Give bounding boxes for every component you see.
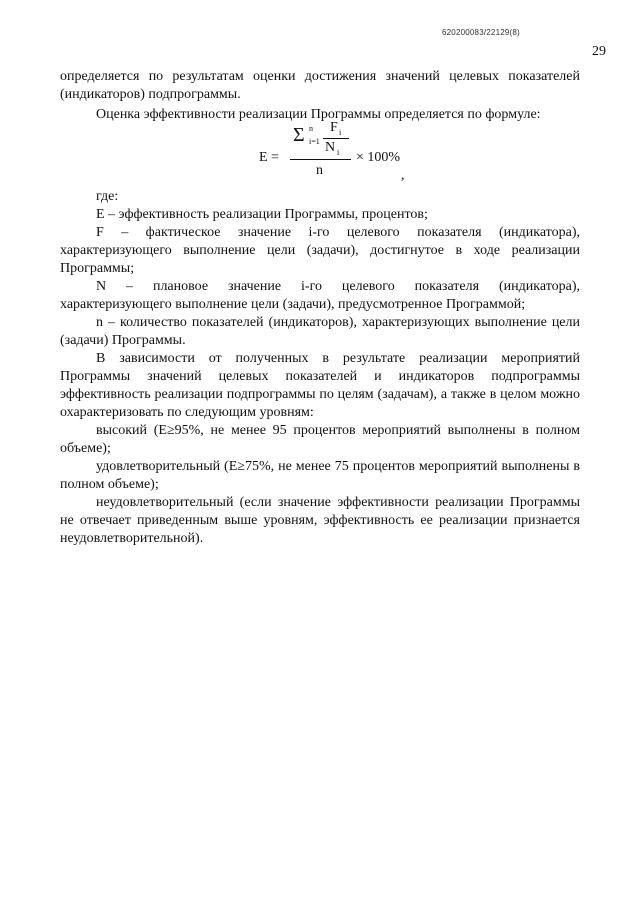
level-high: высокий (E≥95%, не менее 95 процентов мероприятий выполнены в полном объеме); xyxy=(60,423,580,456)
formula-lhs: E = xyxy=(259,150,279,165)
formula-denominator-index: i xyxy=(337,148,340,157)
level-unsatisfactory: неудовлетворительный (если значение эффективности реализации Программы не отвечает приведенным выше уровням, эффективность ее реализации признается неудовлетворительной). xyxy=(60,495,580,546)
paragraph-intro xyxy=(60,68,580,124)
sum-upper-limit: n xyxy=(309,124,313,133)
definition-n: N – плановое значение i-го целевого показателя (индикатора), характеризующего выполнение цели (задачи), предусмотренное Программой; xyxy=(60,279,580,312)
sum-lower-limit: i=1 xyxy=(309,137,320,146)
sigma-symbol: Σ xyxy=(293,124,305,146)
formula-multiplier: × 100% xyxy=(356,150,401,165)
outer-fraction-line xyxy=(290,159,351,160)
document-id: 620200083/22129(8) xyxy=(442,28,520,37)
paragraph-continuation: определяется по результатам оценки достижения значений целевых показателей (индикаторов) подпрограммы. xyxy=(60,69,580,102)
paragraph-levels-intro: В зависимости от полученных в результате реализации мероприятий Программы значений целевых показателей и индикаторов подпрограммы эффективность реализации подпрограммы по целям (задачам), а также в целом можно охарактеризовать по следующим уровням: xyxy=(60,351,580,420)
formula-comma: , xyxy=(401,168,405,183)
formula-numerator: F xyxy=(330,120,338,135)
definition-count: n – количество показателей (индикаторов), характеризующих выполнение цели (задачи) Программы. xyxy=(60,315,580,348)
definitions-and-levels xyxy=(60,188,580,548)
formula-denominator: N xyxy=(325,140,336,155)
formula-outer-denominator: n xyxy=(316,163,323,178)
efficiency-formula xyxy=(259,120,459,190)
paragraph-formula-intro: Оценка эффективности реализации Программы определяется по формуле: xyxy=(96,107,541,122)
definition-e: E – эффективность реализации Программы, процентов; xyxy=(96,207,428,222)
definition-f: F – фактическое значение i-го целевого показателя (индикатора), характеризующего выполнение цели (задачи), достигнутое в ходе реализации Программы; xyxy=(60,225,580,276)
where-label: где: xyxy=(96,189,119,204)
inner-fraction-line xyxy=(323,138,349,139)
level-satisfactory: удовлетворительный (E≥75%, не менее 75 процентов мероприятий выполнены в полном объеме); xyxy=(60,459,580,492)
page-number: 29 xyxy=(592,44,606,59)
formula-numerator-index: i xyxy=(339,128,342,137)
